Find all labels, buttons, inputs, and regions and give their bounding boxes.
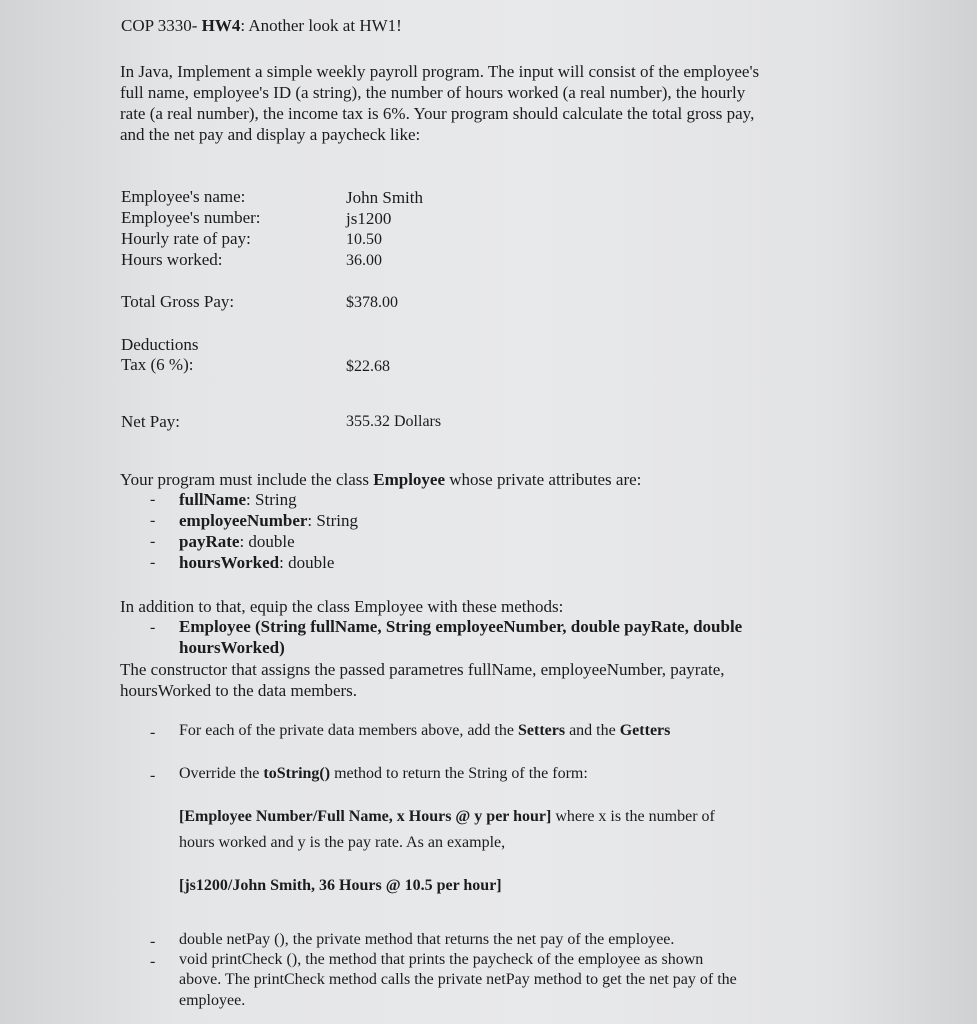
paycheck-hours-value: 36.00: [346, 252, 382, 269]
paycheck-deductions-label: Deductions: [121, 335, 199, 354]
getters-bold: Getters: [619, 722, 671, 739]
attribute-item: [179, 532, 295, 552]
class-intro: [120, 469, 641, 490]
class-intro-bold: Employee: [373, 470, 446, 489]
attribute-name: employeeNumber: [179, 511, 308, 530]
netpay-line: double netPay (), the private method that returns the net pay of the employee.: [179, 931, 675, 948]
constructor-signature-line-1: Employee (String fullName, String employeeNumber, double payRate, double: [179, 617, 743, 636]
document-title: [121, 16, 402, 36]
paycheck-net-value: 355.32 Dollars: [346, 413, 442, 430]
tostring-bold: toString(): [263, 765, 331, 782]
paycheck-gross-label: Total Gross Pay:: [121, 292, 235, 311]
bullet-dash: -: [150, 533, 156, 550]
intro-line-1: In Java, Implement a simple weekly payroll program. The input will consist of the employee's: [120, 62, 760, 81]
tostring-line: [179, 765, 588, 783]
tostring-prefix: Override the: [179, 765, 264, 782]
attribute-name: payRate: [179, 532, 240, 551]
bullet-dash: -: [150, 767, 156, 784]
tostring-form-line: [179, 808, 715, 826]
setters-mid: and the: [565, 722, 620, 739]
bullet-dash: -: [150, 512, 156, 529]
bullet-dash: -: [150, 491, 156, 508]
paycheck-gross-value: $378.00: [346, 294, 398, 311]
paycheck-hours-label: Hours worked:: [121, 250, 223, 269]
setters-bold: Setters: [517, 722, 566, 739]
tostring-form-suffix: where x is the number of: [551, 808, 715, 825]
setters-prefix: For each of the private data members above, add the: [179, 722, 518, 739]
title-hw: HW4: [201, 16, 241, 35]
methods-intro: In addition to that, equip the class Employee with these methods:: [120, 597, 564, 616]
constructor-desc-line-2: hoursWorked to the data members.: [120, 681, 358, 700]
tostring-example: [js1200/John Smith, 36 Hours @ 10.5 per hour]: [179, 877, 502, 894]
paycheck-name-value: John Smith: [346, 188, 423, 207]
attribute-type: : String: [246, 490, 297, 509]
attribute-type: : double: [279, 553, 335, 572]
class-intro-suffix: whose private attributes are:: [445, 470, 642, 489]
intro-line-2: full name, employee's ID (a string), the number of hours worked (a real number), the hourly: [120, 83, 746, 102]
constructor-desc-line-1: The constructor that assigns the passed parametres fullName, employeeNumber, payrate,: [120, 660, 725, 679]
paycheck-tax-value: $22.68: [346, 358, 390, 375]
intro-line-4: and the net pay and display a paycheck like:: [120, 125, 421, 144]
paycheck-rate-label: Hourly rate of pay:: [121, 229, 251, 248]
printcheck-line-1: void printCheck (), the method that prints the paycheck of the employee as shown: [179, 951, 704, 968]
bullet-dash: -: [150, 933, 156, 950]
bullet-dash: -: [150, 953, 156, 970]
paycheck-number-label: Employee's number:: [121, 208, 261, 227]
attribute-item: [179, 490, 297, 510]
tostring-form-bold: [Employee Number/Full Name, x Hours @ y per hour]: [179, 808, 552, 825]
paycheck-rate-value: 10.50: [346, 231, 382, 248]
attribute-name: hoursWorked: [179, 553, 280, 572]
paycheck-net-label: Net Pay:: [121, 412, 181, 431]
setters-getters-line: [179, 722, 670, 740]
title-prefix: COP 3330-: [121, 16, 202, 35]
attribute-item: [179, 511, 358, 531]
bullet-dash: -: [150, 554, 156, 571]
class-intro-prefix: Your program must include the class: [120, 470, 374, 489]
paycheck-tax-label: Tax (6 %):: [121, 355, 194, 374]
printcheck-line-3: employee.: [179, 992, 246, 1009]
paycheck-name-label: Employee's name:: [121, 187, 246, 206]
tostring-form-line-2: hours worked and y is the pay rate. As an example,: [179, 834, 506, 851]
intro-line-3: rate (a real number), the income tax is 6%. Your program should calculate the total gross pay,: [120, 104, 755, 123]
attribute-item: [179, 553, 334, 573]
printcheck-line-2: above. The printCheck method calls the private netPay method to get the net pay of the: [179, 971, 737, 988]
attribute-name: fullName: [179, 490, 247, 509]
bullet-dash: -: [150, 724, 156, 741]
bullet-dash: -: [150, 619, 156, 636]
attribute-type: : String: [307, 511, 358, 530]
paycheck-number-value: js1200: [346, 209, 392, 228]
attribute-type: : double: [239, 532, 295, 551]
constructor-signature-line-2: hoursWorked): [179, 638, 285, 657]
title-rest: : Another look at HW1!: [240, 16, 402, 35]
tostring-suffix: method to return the String of the form:: [330, 765, 588, 782]
